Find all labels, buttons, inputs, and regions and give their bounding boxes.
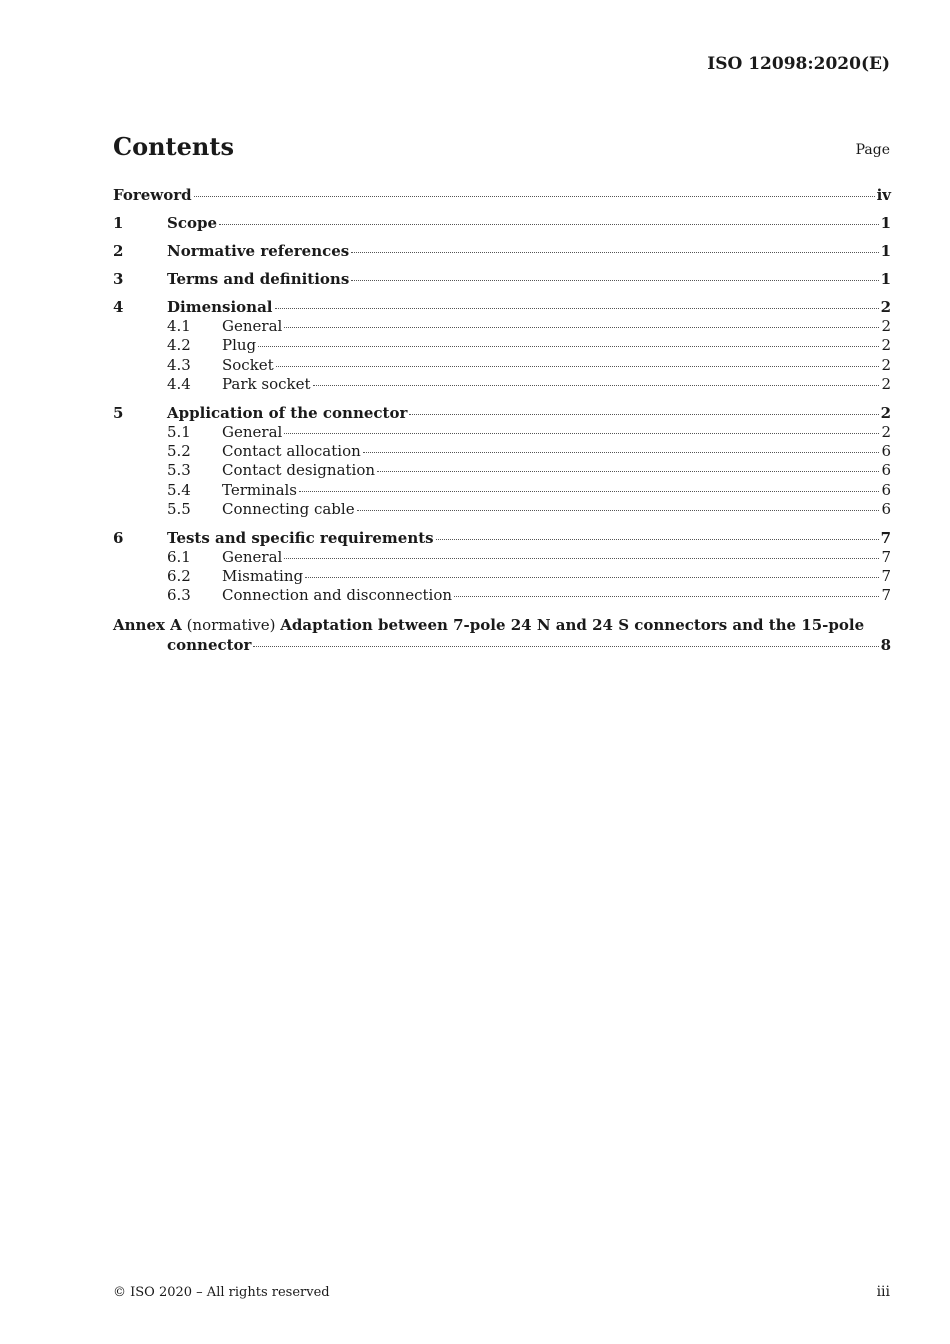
toc-entry-page: 2 bbox=[881, 375, 891, 394]
toc-entry-page: 6 bbox=[881, 461, 891, 480]
toc-entry-section-4[interactable] bbox=[113, 298, 891, 317]
dot-leader bbox=[275, 307, 879, 309]
annex-title-line1: Adaptation between 7-pole 24 N and 24 S connectors and the 15-pole bbox=[280, 615, 865, 634]
toc-entry-page: 2 bbox=[880, 298, 891, 316]
toc-entry-number: 3 bbox=[113, 270, 124, 288]
annex-type: (normative) bbox=[186, 615, 276, 634]
toc-entry-title: General bbox=[222, 547, 283, 566]
toc-entry-title: Application of the connector bbox=[167, 403, 408, 422]
dot-leader bbox=[299, 490, 879, 492]
toc-entry-page: 1 bbox=[880, 270, 891, 288]
dot-leader bbox=[194, 195, 875, 197]
toc-entry-subsection-4.3[interactable] bbox=[113, 356, 891, 375]
toc-entry-title: Plug bbox=[222, 336, 257, 355]
toc-entry-title: Socket bbox=[222, 355, 274, 374]
annex-label: Annex A bbox=[113, 615, 182, 634]
toc-entry-title: Mismating bbox=[222, 567, 304, 586]
toc-entry-title: Scope bbox=[167, 214, 218, 232]
toc-entry-title: Connection and disconnection bbox=[222, 586, 453, 605]
toc-entry-subsection-4.4[interactable] bbox=[113, 375, 891, 394]
dot-leader bbox=[284, 432, 879, 434]
contents-title: Contents bbox=[113, 132, 234, 161]
dot-leader bbox=[351, 279, 878, 281]
toc-entry-section-3[interactable] bbox=[113, 270, 891, 289]
toc-entry-foreword[interactable] bbox=[113, 186, 891, 205]
toc-entry-page: 2 bbox=[881, 317, 891, 335]
toc-entry-number: 4.1 bbox=[167, 317, 191, 335]
table-of-contents bbox=[113, 186, 891, 655]
toc-entry-title: General bbox=[222, 317, 283, 335]
toc-entry-subsection-5.1[interactable] bbox=[113, 423, 891, 442]
toc-entry-section-2[interactable] bbox=[113, 242, 891, 261]
dot-leader bbox=[305, 576, 879, 578]
dot-leader bbox=[276, 365, 880, 367]
annex-title-line2: connector bbox=[167, 635, 252, 654]
toc-entry-subsection-4.2[interactable] bbox=[113, 336, 891, 355]
toc-entry-subsection-5.5[interactable] bbox=[113, 500, 891, 519]
toc-entry-number: 6.3 bbox=[167, 586, 191, 605]
toc-entry-page: 6 bbox=[881, 442, 891, 461]
toc-entry-page: 7 bbox=[881, 547, 891, 566]
dot-leader bbox=[284, 557, 879, 559]
toc-entry-subsection-4.1[interactable] bbox=[113, 317, 891, 336]
toc-entry-annex-a[interactable] bbox=[113, 615, 891, 655]
toc-entry-title: Dimensional bbox=[167, 298, 273, 316]
toc-entry-number: 5.2 bbox=[167, 442, 191, 461]
toc-entry-number: 5.4 bbox=[167, 480, 191, 499]
toc-entry-number: 4.2 bbox=[167, 336, 191, 355]
toc-entry-subsection-6.2[interactable] bbox=[113, 567, 891, 586]
dot-leader bbox=[357, 509, 880, 511]
toc-entry-subsection-6.3[interactable] bbox=[113, 586, 891, 605]
toc-entry-page: 1 bbox=[880, 214, 891, 232]
toc-entry-page: 6 bbox=[881, 480, 891, 499]
toc-sections bbox=[113, 214, 891, 606]
toc-entry-page: 2 bbox=[881, 355, 891, 374]
dot-leader bbox=[284, 326, 879, 328]
dot-leader bbox=[409, 413, 878, 415]
toc-entry-number: 5.3 bbox=[167, 461, 191, 480]
toc-entry-number: 5.1 bbox=[167, 422, 191, 441]
toc-entry-number: 4 bbox=[113, 298, 124, 316]
toc-entry-number: 4.4 bbox=[167, 375, 191, 394]
toc-entry-number: 6 bbox=[113, 528, 124, 547]
toc-entry-subsection-5.3[interactable] bbox=[113, 461, 891, 480]
toc-entry-subsection-6.1[interactable] bbox=[113, 548, 891, 567]
toc-entry-subsection-5.2[interactable] bbox=[113, 442, 891, 461]
toc-entry-title: Connecting cable bbox=[222, 500, 355, 519]
toc-entry-title: Park socket bbox=[222, 375, 311, 394]
toc-entry-page: 7 bbox=[881, 586, 891, 605]
toc-entry-number: 6.1 bbox=[167, 547, 191, 566]
toc-entry-title: Normative references bbox=[167, 242, 350, 260]
toc-entry-title: General bbox=[222, 422, 283, 441]
toc-entry-section-1[interactable] bbox=[113, 214, 891, 233]
dot-leader bbox=[363, 451, 880, 453]
toc-entry-title: Terminals bbox=[222, 480, 298, 499]
toc-entry-number: 4.3 bbox=[167, 355, 191, 374]
toc-entry-section-6[interactable] bbox=[113, 529, 891, 548]
dot-leader bbox=[258, 345, 879, 347]
toc-entry-title: Tests and specific requirements bbox=[167, 528, 434, 547]
page-number: iii bbox=[876, 1284, 890, 1300]
toc-entry-section-5[interactable] bbox=[113, 404, 891, 423]
dot-leader bbox=[436, 538, 879, 540]
toc-entry-number: 5.5 bbox=[167, 500, 191, 519]
toc-entry-page: 2 bbox=[881, 422, 891, 441]
dot-leader bbox=[454, 595, 879, 597]
toc-entry-number: 5 bbox=[113, 403, 124, 422]
page-column-label: Page bbox=[855, 142, 890, 158]
toc-entry-subsection-5.4[interactable] bbox=[113, 481, 891, 500]
toc-entry-page: 7 bbox=[881, 567, 891, 586]
toc-entry-number: 2 bbox=[113, 242, 124, 260]
copyright-notice: © ISO 2020 – All rights reserved bbox=[113, 1285, 330, 1300]
dot-leader bbox=[253, 645, 878, 647]
toc-entry-title: Foreword bbox=[113, 186, 192, 204]
toc-entry-page: 2 bbox=[880, 403, 891, 422]
dot-leader bbox=[219, 223, 879, 225]
dot-leader bbox=[313, 384, 880, 386]
document-id: ISO 12098:2020(E) bbox=[707, 54, 890, 74]
toc-entry-title: Contact designation bbox=[222, 461, 376, 480]
toc-entry-title: Terms and definitions bbox=[167, 270, 350, 288]
toc-entry-number: 6.2 bbox=[167, 567, 191, 586]
toc-entry-page: 7 bbox=[880, 528, 891, 547]
toc-entry-page: 2 bbox=[881, 336, 891, 355]
toc-entry-page: 1 bbox=[880, 242, 891, 260]
toc-entry-page: iv bbox=[876, 186, 891, 204]
toc-entry-page: 8 bbox=[880, 635, 891, 654]
dot-leader bbox=[377, 470, 879, 472]
dot-leader bbox=[351, 251, 878, 253]
toc-entry-page: 6 bbox=[881, 500, 891, 519]
toc-entry-title: Contact allocation bbox=[222, 442, 361, 461]
toc-entry-number: 1 bbox=[113, 214, 124, 232]
